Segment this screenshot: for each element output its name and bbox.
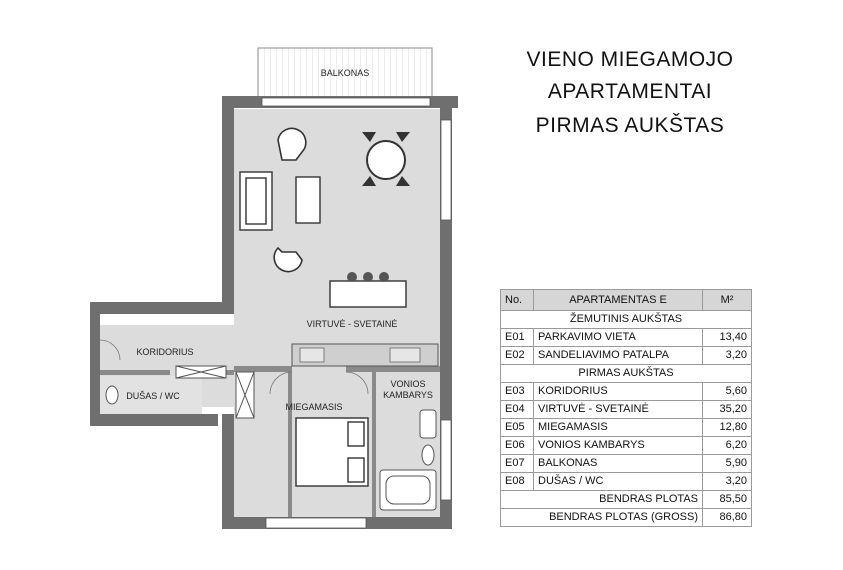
- group-title: PIRMAS AUKŠTAS: [501, 365, 752, 383]
- stool: [379, 272, 389, 282]
- stool: [363, 272, 373, 282]
- row-value: 3,20: [703, 473, 752, 491]
- row-name: VIRTUVĖ - SVETAINĖ: [534, 401, 703, 419]
- row-no: E08: [501, 473, 534, 491]
- title-line3: PIRMAS AUKŠTAS: [535, 114, 725, 137]
- wardrobe: [236, 372, 254, 418]
- kitchen-island: [330, 281, 406, 307]
- header-no: No.: [501, 290, 534, 311]
- label-dusas: DUŠAS / WC: [126, 391, 180, 401]
- bed: [296, 418, 368, 486]
- row-name: DUŠAS / WC: [534, 473, 703, 491]
- area-table: [500, 289, 752, 527]
- table-row: [501, 383, 752, 401]
- row-no: E05: [501, 419, 534, 437]
- table-row: [501, 329, 752, 347]
- row-value: 12,80: [703, 419, 752, 437]
- group-title: ŽEMUTINIS AUKŠTAS: [501, 311, 752, 329]
- total-row: [501, 491, 752, 509]
- title-line1: VIENO MIEGAMOJO: [526, 48, 734, 71]
- row-value: 13,40: [703, 329, 752, 347]
- header-unit: M²: [703, 290, 752, 311]
- total-value: 85,50: [703, 491, 752, 509]
- table-header-row: [501, 290, 752, 311]
- row-no: E01: [501, 329, 534, 347]
- row-value: 35,20: [703, 401, 752, 419]
- total-row: [501, 509, 752, 527]
- group-row: [501, 311, 752, 329]
- row-value: 3,20: [703, 347, 752, 365]
- bathtub: [380, 470, 436, 510]
- kitchen-sink: [300, 348, 324, 362]
- title-line2: APARTAMENTAI: [547, 80, 713, 103]
- table-row: [501, 437, 752, 455]
- cooktop: [390, 348, 420, 362]
- table-row: [501, 455, 752, 473]
- table-row: [501, 419, 752, 437]
- row-no: E04: [501, 401, 534, 419]
- dining-table: [367, 141, 405, 179]
- group-row: [501, 365, 752, 383]
- row-no: E07: [501, 455, 534, 473]
- table-row: [501, 347, 752, 365]
- label-balkonas: BALKONAS: [320, 68, 370, 78]
- row-value: 5,90: [703, 455, 752, 473]
- sofa: [240, 172, 272, 230]
- row-name: BALKONAS: [534, 455, 703, 473]
- row-no: E03: [501, 383, 534, 401]
- row-name: KORIDORIUS: [534, 383, 703, 401]
- row-name: MIEGAMASIS: [534, 419, 703, 437]
- row-name: VONIOS KAMBARYS: [534, 437, 703, 455]
- row-value: 5,60: [703, 383, 752, 401]
- row-value: 6,20: [703, 437, 752, 455]
- label-koridorius: KORIDORIUS: [136, 347, 194, 357]
- table-row: [501, 401, 752, 419]
- label-vonios: VONIOS: [390, 379, 426, 389]
- coffee-table: [296, 177, 320, 223]
- row-name: PARKAVIMO VIETA: [534, 329, 703, 347]
- row-name: SANDELIAVIMO PATALPA: [534, 347, 703, 365]
- label-kambarys: KAMBARYS: [383, 390, 433, 400]
- row-no: E06: [501, 437, 534, 455]
- row-no: E02: [501, 347, 534, 365]
- stool: [347, 272, 357, 282]
- total-label: BENDRAS PLOTAS: [501, 491, 703, 509]
- total-label: BENDRAS PLOTAS (GROSS): [501, 509, 703, 527]
- total-value: 86,80: [703, 509, 752, 527]
- corridor-wardrobe: [176, 366, 226, 378]
- label-virtuve: VIRTUVĖ - SVETAINĖ: [306, 319, 398, 329]
- header-name: APARTAMENTAS E: [534, 290, 703, 311]
- table-row: [501, 473, 752, 491]
- washbasin: [420, 410, 436, 438]
- label-miegamasis: MIEGAMASIS: [285, 402, 343, 412]
